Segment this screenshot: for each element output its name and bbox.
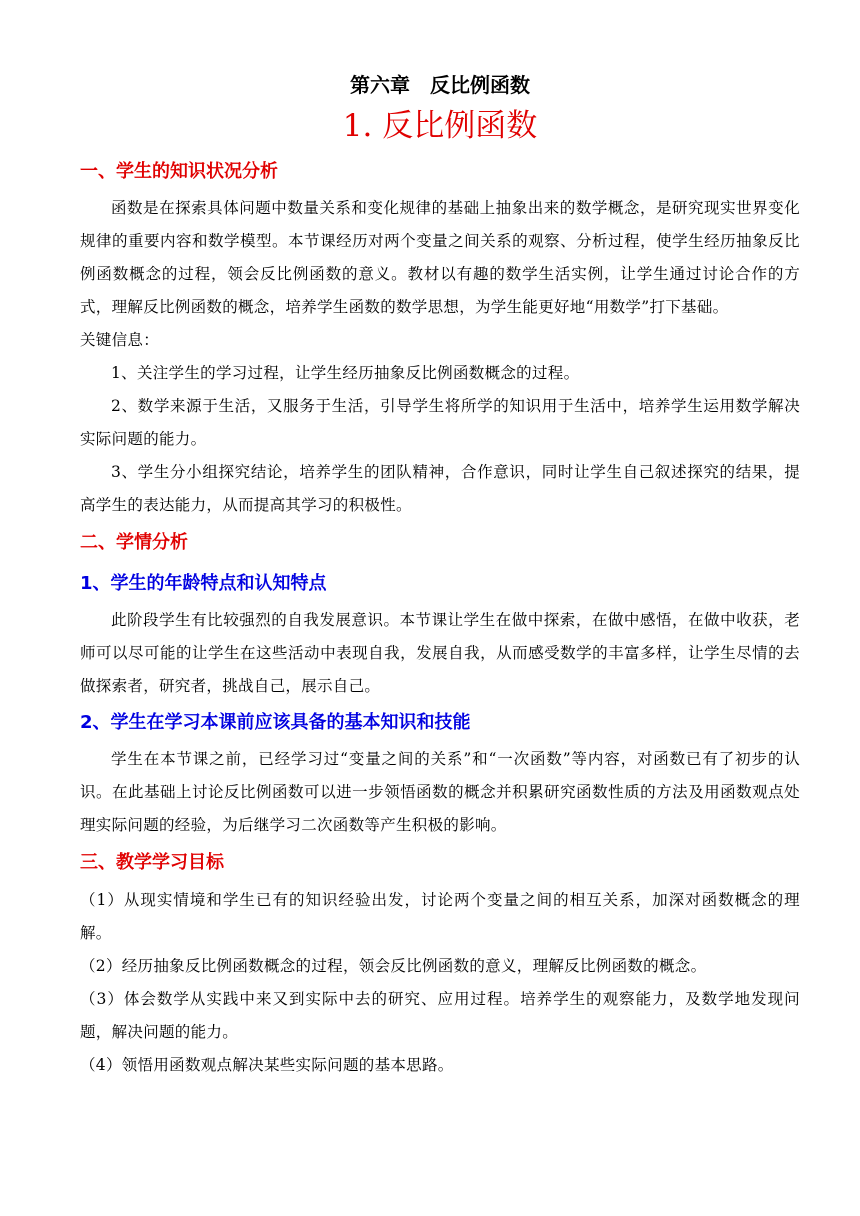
goal-item: （4）领悟用函数观点解决某些实际问题的基本思路。 bbox=[80, 1056, 454, 1074]
section1-heading: 一、学生的知识状况分析 bbox=[80, 161, 278, 182]
section1-paragraph: 函数是在探索具体问题中数量关系和变化规律的基础上抽象出来的数学概念，是研究现实世界变化规律的重要内容和数学模型。本节课经历对两个变量之间关系的观察、分析过程，使学生经历抽象反比例函数概念的过程，领会反比例函数的意义。教材以有趣的数学生活实例，让学生通过讨论合作的方式，理解反比例函数的概念，培养学生函数的数学思想，为学生能更好地“用数学”打下基础。 bbox=[80, 199, 800, 316]
section2-sub1-heading: 1、学生的年龄特点和认知特点 bbox=[80, 573, 327, 594]
key-item: 3、学生分小组探究结论，培养学生的团队精神，合作意识，同时让学生自己叙述探究的结果，提高学生的表达能力，从而提高其学习的积极性。 bbox=[80, 463, 800, 514]
document-page bbox=[80, 70, 800, 1082]
goal-item: （3）体会数学从实践中来又到实际中去的研究、应用过程。培养学生的观察能力，及数学地发现问题，解决问题的能力。 bbox=[80, 990, 800, 1041]
key-item: 2、数学来源于生活，又服务于生活，引导学生将所学的知识用于生活中，培养学生运用数学解决实际问题的能力。 bbox=[80, 397, 800, 448]
section3-heading: 三、教学学习目标 bbox=[80, 852, 224, 873]
section2-heading: 二、学情分析 bbox=[80, 532, 188, 553]
goal-item: （1）从现实情境和学生已有的知识经验出发，讨论两个变量之间的相互关系，加深对函数概念的理解。 bbox=[80, 891, 800, 942]
section2-sub1-paragraph: 此阶段学生有比较强烈的自我发展意识。本节课让学生在做中探索，在做中感悟，在做中收获，老师可以尽可能的让学生在这些活动中表现自我，发展自我，从而感受数学的丰富多样，让学生尽情的去做探索者，研究者，挑战自己，展示自己。 bbox=[80, 611, 800, 695]
lesson-title: 1. 反比例函数 bbox=[342, 108, 538, 144]
section2-sub2-paragraph: 学生在本节课之前，已经学习过“变量之间的关系”和“一次函数”等内容，对函数已有了初步的认识。在此基础上讨论反比例函数可以进一步领悟函数的概念并积累研究函数性质的方法及用函数观点处理实际问题的经验，为后继学习二次函数等产生积极的影响。 bbox=[80, 750, 800, 834]
section2-sub2-heading: 2、学生在学习本课前应该具备的基本知识和技能 bbox=[80, 712, 471, 733]
key-item: 1、关注学生的学习过程，让学生经历抽象反比例函数概念的过程。 bbox=[111, 364, 580, 382]
goal-item: （2）经历抽象反比例函数概念的过程，领会反比例函数的意义，理解反比例函数的概念。 bbox=[80, 957, 707, 975]
chapter-title: 第六章 反比例函数 bbox=[350, 73, 530, 97]
key-info-label: 关键信息： bbox=[80, 331, 160, 349]
